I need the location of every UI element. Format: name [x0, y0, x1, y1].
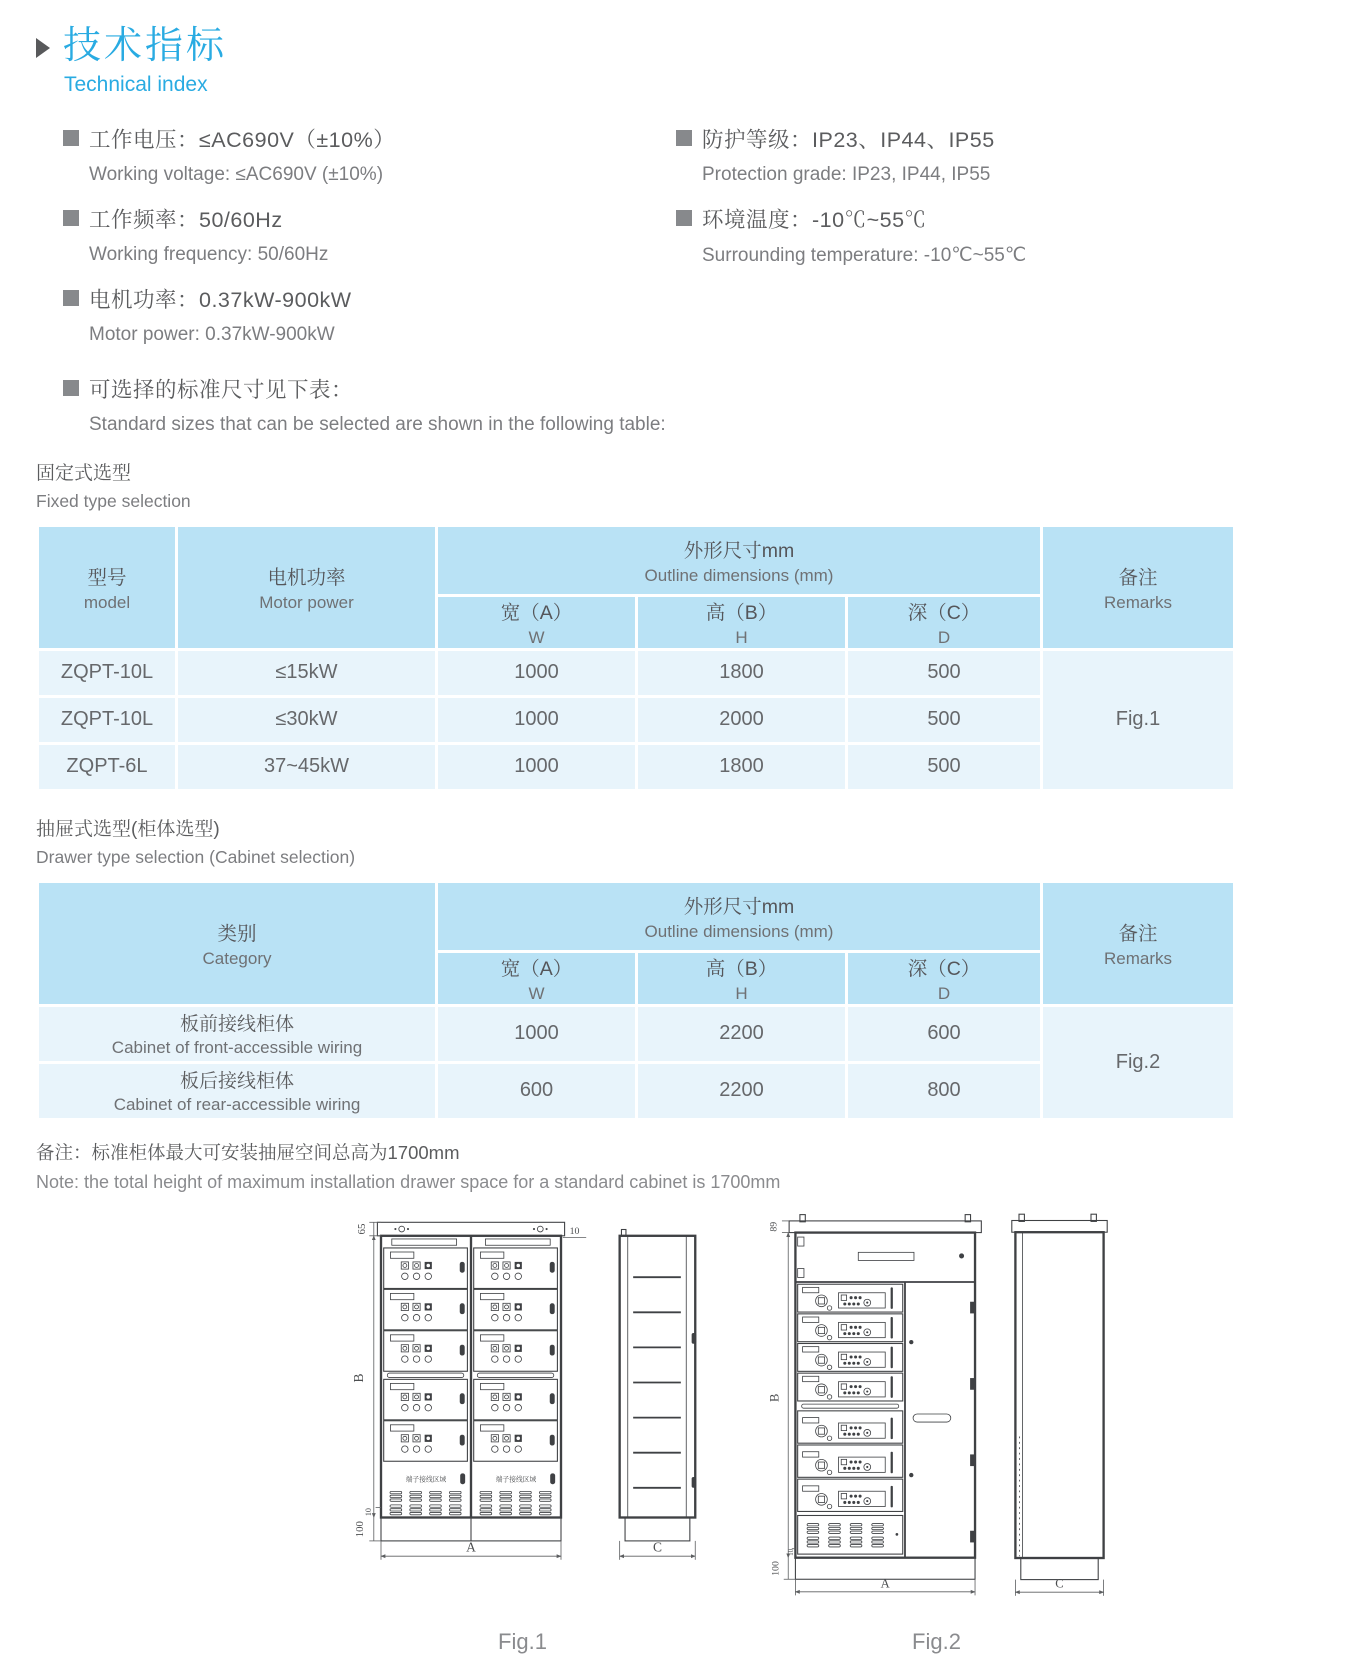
- spec-en: Working voltage: ≤AC690V (±10%): [89, 163, 384, 185]
- note-zh: 备注：标准柜体最大可安装抽屉空间总高为1700mm: [36, 1141, 460, 1163]
- bullet-square-icon: [676, 210, 692, 226]
- cell-model: ZQPT-10L: [38, 649, 177, 696]
- spec-zh: 工作频率：50/60Hz: [89, 207, 283, 232]
- col-header-remarks: 备注 Remarks: [1042, 525, 1235, 649]
- spec-item-standard-sizes: [63, 373, 1321, 436]
- dim-label-65: 65: [355, 1223, 368, 1235]
- spec-item-frequency: [63, 203, 676, 266]
- cell-depth: 500: [847, 696, 1042, 743]
- cell-power: ≤30kW: [177, 696, 437, 743]
- cell-width: 1000: [437, 696, 637, 743]
- col-header-height: 高（B） H: [637, 595, 847, 649]
- col-header-remarks: 备注 Remarks: [1042, 881, 1235, 1005]
- bullet-square-icon: [63, 210, 79, 226]
- spec-en: Working frequency: 50/60Hz: [89, 243, 329, 265]
- col-header-outline-dimensions: 外形尺寸mm Outline dimensions (mm): [437, 881, 1042, 951]
- spec-en: Standard sizes that can be selected are shown in the following table:: [89, 413, 666, 435]
- col-header-motor-power: 电机功率 Motor power: [177, 525, 437, 649]
- terminal-area-label: 端子接线区域: [495, 1476, 537, 1484]
- dim-label-a: A: [880, 1576, 890, 1591]
- cell-height: 1800: [637, 649, 847, 696]
- spec-en: Protection grade: IP23, IP44, IP55: [702, 163, 991, 185]
- dim-label-10: 10: [569, 1225, 580, 1237]
- fig2-front-view-drawing: [755, 1207, 993, 1621]
- spec-item-voltage: [63, 123, 676, 186]
- figure-2: [755, 1207, 1118, 1655]
- table-row: [38, 1005, 1235, 1062]
- cell-width: 1000: [437, 743, 637, 790]
- spec-en: Surrounding temperature: -10℃~55℃: [702, 244, 1027, 266]
- spec-zh: 工作电压：≤AC690V（±10%）: [89, 127, 396, 152]
- figures: [336, 1207, 1321, 1655]
- page-title: 技术指标: [63, 25, 228, 67]
- spec-column-right: [676, 123, 1026, 363]
- spec-zh: 电机功率：0.37kW-900kW: [89, 287, 352, 312]
- table2-section-label-en: Drawer type selection (Cabinet selection): [36, 846, 356, 867]
- cell-category: 板前接线柜体 Cabinet of front-accessible wiring: [38, 1005, 437, 1062]
- fig2-side-view-drawing: [1001, 1207, 1118, 1621]
- fig1-side-view-drawing: [605, 1207, 709, 1621]
- spec-item-temperature: [676, 203, 1026, 267]
- col-header-model: 型号 model: [38, 525, 177, 649]
- dim-label-c: C: [652, 1539, 662, 1555]
- cell-category: 板后接线柜体 Cabinet of rear-accessible wiring: [38, 1062, 437, 1119]
- cell-width: 600: [437, 1062, 637, 1119]
- col-header-depth: 深（C） D: [847, 951, 1042, 1005]
- spec-zh: 环境温度：-10℃~55℃: [702, 207, 927, 232]
- dim-label-10-vent: 10: [787, 1548, 796, 1556]
- table-row: [38, 649, 1235, 696]
- dim-label-c: C: [1055, 1576, 1064, 1591]
- cell-depth: 800: [847, 1062, 1042, 1119]
- spec-zh: 防护等级：IP23、IP44、IP55: [702, 127, 995, 152]
- bullet-square-icon: [63, 290, 79, 306]
- table1-section-label-zh: 固定式选型: [36, 462, 132, 484]
- col-header-depth: 深（C） D: [847, 595, 1042, 649]
- col-header-category: 类别 Category: [38, 881, 437, 1005]
- col-header-width: 宽（A） W: [437, 951, 637, 1005]
- spec-en: Motor power: 0.37kW-900kW: [89, 323, 335, 345]
- cell-model: ZQPT-6L: [38, 743, 177, 790]
- dim-label-10-vent: 10: [364, 1507, 374, 1516]
- cell-power: 37~45kW: [177, 743, 437, 790]
- col-header-outline-dimensions: 外形尺寸mm Outline dimensions (mm): [437, 525, 1042, 595]
- spec-zh: 可选择的标准尺寸见下表：: [89, 377, 354, 402]
- dim-label-100: 100: [770, 1560, 782, 1576]
- note-en: Note: the total height of maximum installation drawer space for a standard cabinet is 1700mm: [36, 1171, 781, 1192]
- dim-label-a: A: [466, 1539, 476, 1555]
- table2-section-label-zh: 抽屉式选型(柜体选型): [36, 818, 220, 840]
- cell-depth: 500: [847, 649, 1042, 696]
- cell-remarks: Fig.1: [1042, 649, 1235, 790]
- spec-list: [63, 123, 1321, 363]
- fixed-type-table: [36, 524, 1236, 792]
- cell-height: 2000: [637, 696, 847, 743]
- fig1-caption: Fig.1: [498, 1628, 547, 1654]
- bullet-square-icon: [63, 130, 79, 146]
- spec-item-motor-power: [63, 283, 676, 346]
- title-row: [36, 26, 1321, 68]
- cell-model: ZQPT-10L: [38, 696, 177, 743]
- dim-label-b: B: [351, 1373, 366, 1383]
- bullet-square-icon: [676, 130, 692, 146]
- cell-remarks: Fig.2: [1042, 1005, 1235, 1119]
- terminal-area-label: 端子接线区域: [405, 1476, 447, 1484]
- col-header-height: 高（B） H: [637, 951, 847, 1005]
- cell-height: 2200: [637, 1005, 847, 1062]
- dim-label-100: 100: [354, 1520, 366, 1538]
- drawer-type-table: [36, 880, 1236, 1121]
- dim-label-b: B: [767, 1393, 782, 1402]
- page-subtitle: Technical index: [64, 72, 208, 96]
- col-header-width: 宽（A） W: [437, 595, 637, 649]
- cell-power: ≤15kW: [177, 649, 437, 696]
- figure-1: [336, 1207, 709, 1655]
- cell-height: 1800: [637, 743, 847, 790]
- fig2-caption: Fig.2: [912, 1628, 961, 1654]
- bullet-square-icon: [63, 380, 79, 396]
- table1-section-label-en: Fixed type selection: [36, 490, 191, 511]
- fig1-front-view-drawing: [336, 1207, 597, 1621]
- section-marker-icon: [36, 38, 50, 58]
- cell-height: 2200: [637, 1062, 847, 1119]
- cell-depth: 600: [847, 1005, 1042, 1062]
- spec-item-protection: [676, 123, 1026, 186]
- spec-column-left: [63, 123, 676, 363]
- cell-depth: 500: [847, 743, 1042, 790]
- header: [36, 26, 1321, 97]
- cell-width: 1000: [437, 649, 637, 696]
- dim-label-89: 89: [768, 1221, 780, 1232]
- cell-width: 1000: [437, 1005, 637, 1062]
